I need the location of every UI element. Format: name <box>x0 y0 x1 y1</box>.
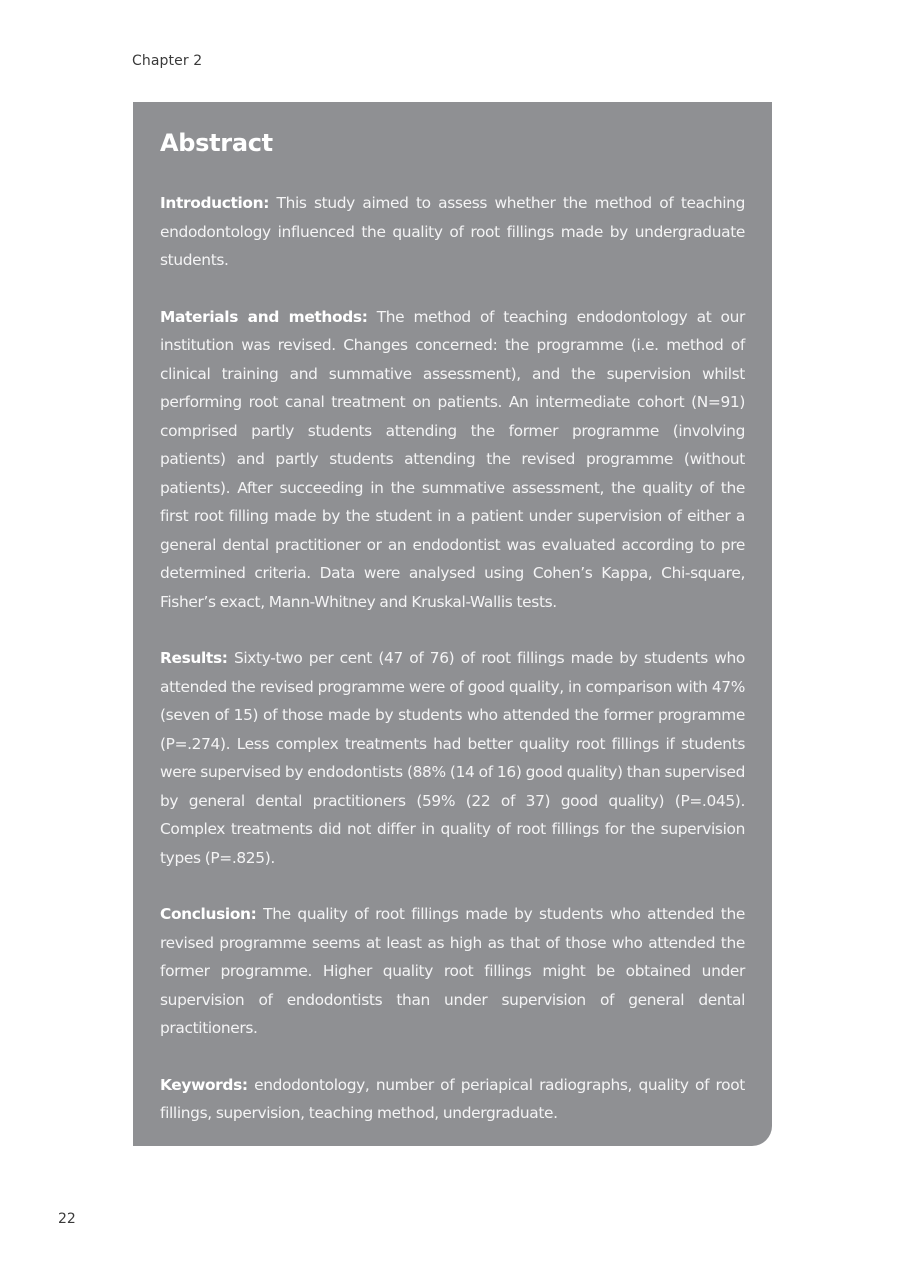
conclusion-text: The quality of root fillings made by students who attended the revised programme seems at least as high as that of those who attended the former programme. Higher quality root fillings might be obtained under supervision of endodontists than under supervision of general dental practitioners. <box>160 905 745 1037</box>
keywords-label: Keywords: <box>160 1075 248 1094</box>
methods-label: Materials and methods: <box>160 307 368 326</box>
results-section <box>160 644 745 872</box>
keywords-text: endodontology, number of periapical radiographs, quality of root fillings, supervision, teaching method, undergraduate. <box>160 1075 745 1122</box>
methods-section <box>160 303 745 617</box>
conclusion-section <box>160 900 745 1043</box>
introduction-section <box>160 189 745 275</box>
results-text: Sixty-two per cent (47 of 76) of root fillings made by students who attended the revised programme were of good quality, in comparison with 47% (seven of 15) of those made by students who attended the former programme (P=.274). Less complex treatments had better quality root fillings if students were supervised by endodontists (88% (14 of 16) good quality) than supervised by general dental practitioners (59% (22 of 37) good quality) (P=.045). Complex treatments did not differ in quality of root fillings for the supervision types (P=.825). <box>160 649 745 867</box>
abstract-box <box>133 102 772 1146</box>
running-header-chapter: Chapter 2 <box>132 53 203 69</box>
conclusion-label: Conclusion: <box>160 905 257 923</box>
abstract-title: Abstract <box>160 129 273 157</box>
introduction-text: This study aimed to assess whether the method of teaching endodontology influenced the quality of root fillings made by undergraduate students. <box>160 194 745 269</box>
introduction-label: Introduction: <box>160 194 270 212</box>
keywords-section <box>160 1071 745 1128</box>
results-label: Results: <box>160 649 228 667</box>
methods-text: The method of teaching endodontology at our institution was revised. Changes concerned: the programme (i.e. method of clinical training and summative assessment), and the supervision whilst performing root canal treatment on patients. An intermediate cohort (N=91) comprised partly students attending the former programme (involving patients) and partly students attending the revised programme (without patients). After succeeding in the summative assessment, the quality of the first root filling made by the student in a patient under supervision of either a general dental practitioner or an endodontist was evaluated according to pre determined criteria. Data were analysed using Cohen’s Kappa, Chi-square, Fisher’s exact, Mann-Whitney and Kruskal-Wallis tests. <box>160 307 746 611</box>
page-number: 22 <box>58 1211 76 1227</box>
